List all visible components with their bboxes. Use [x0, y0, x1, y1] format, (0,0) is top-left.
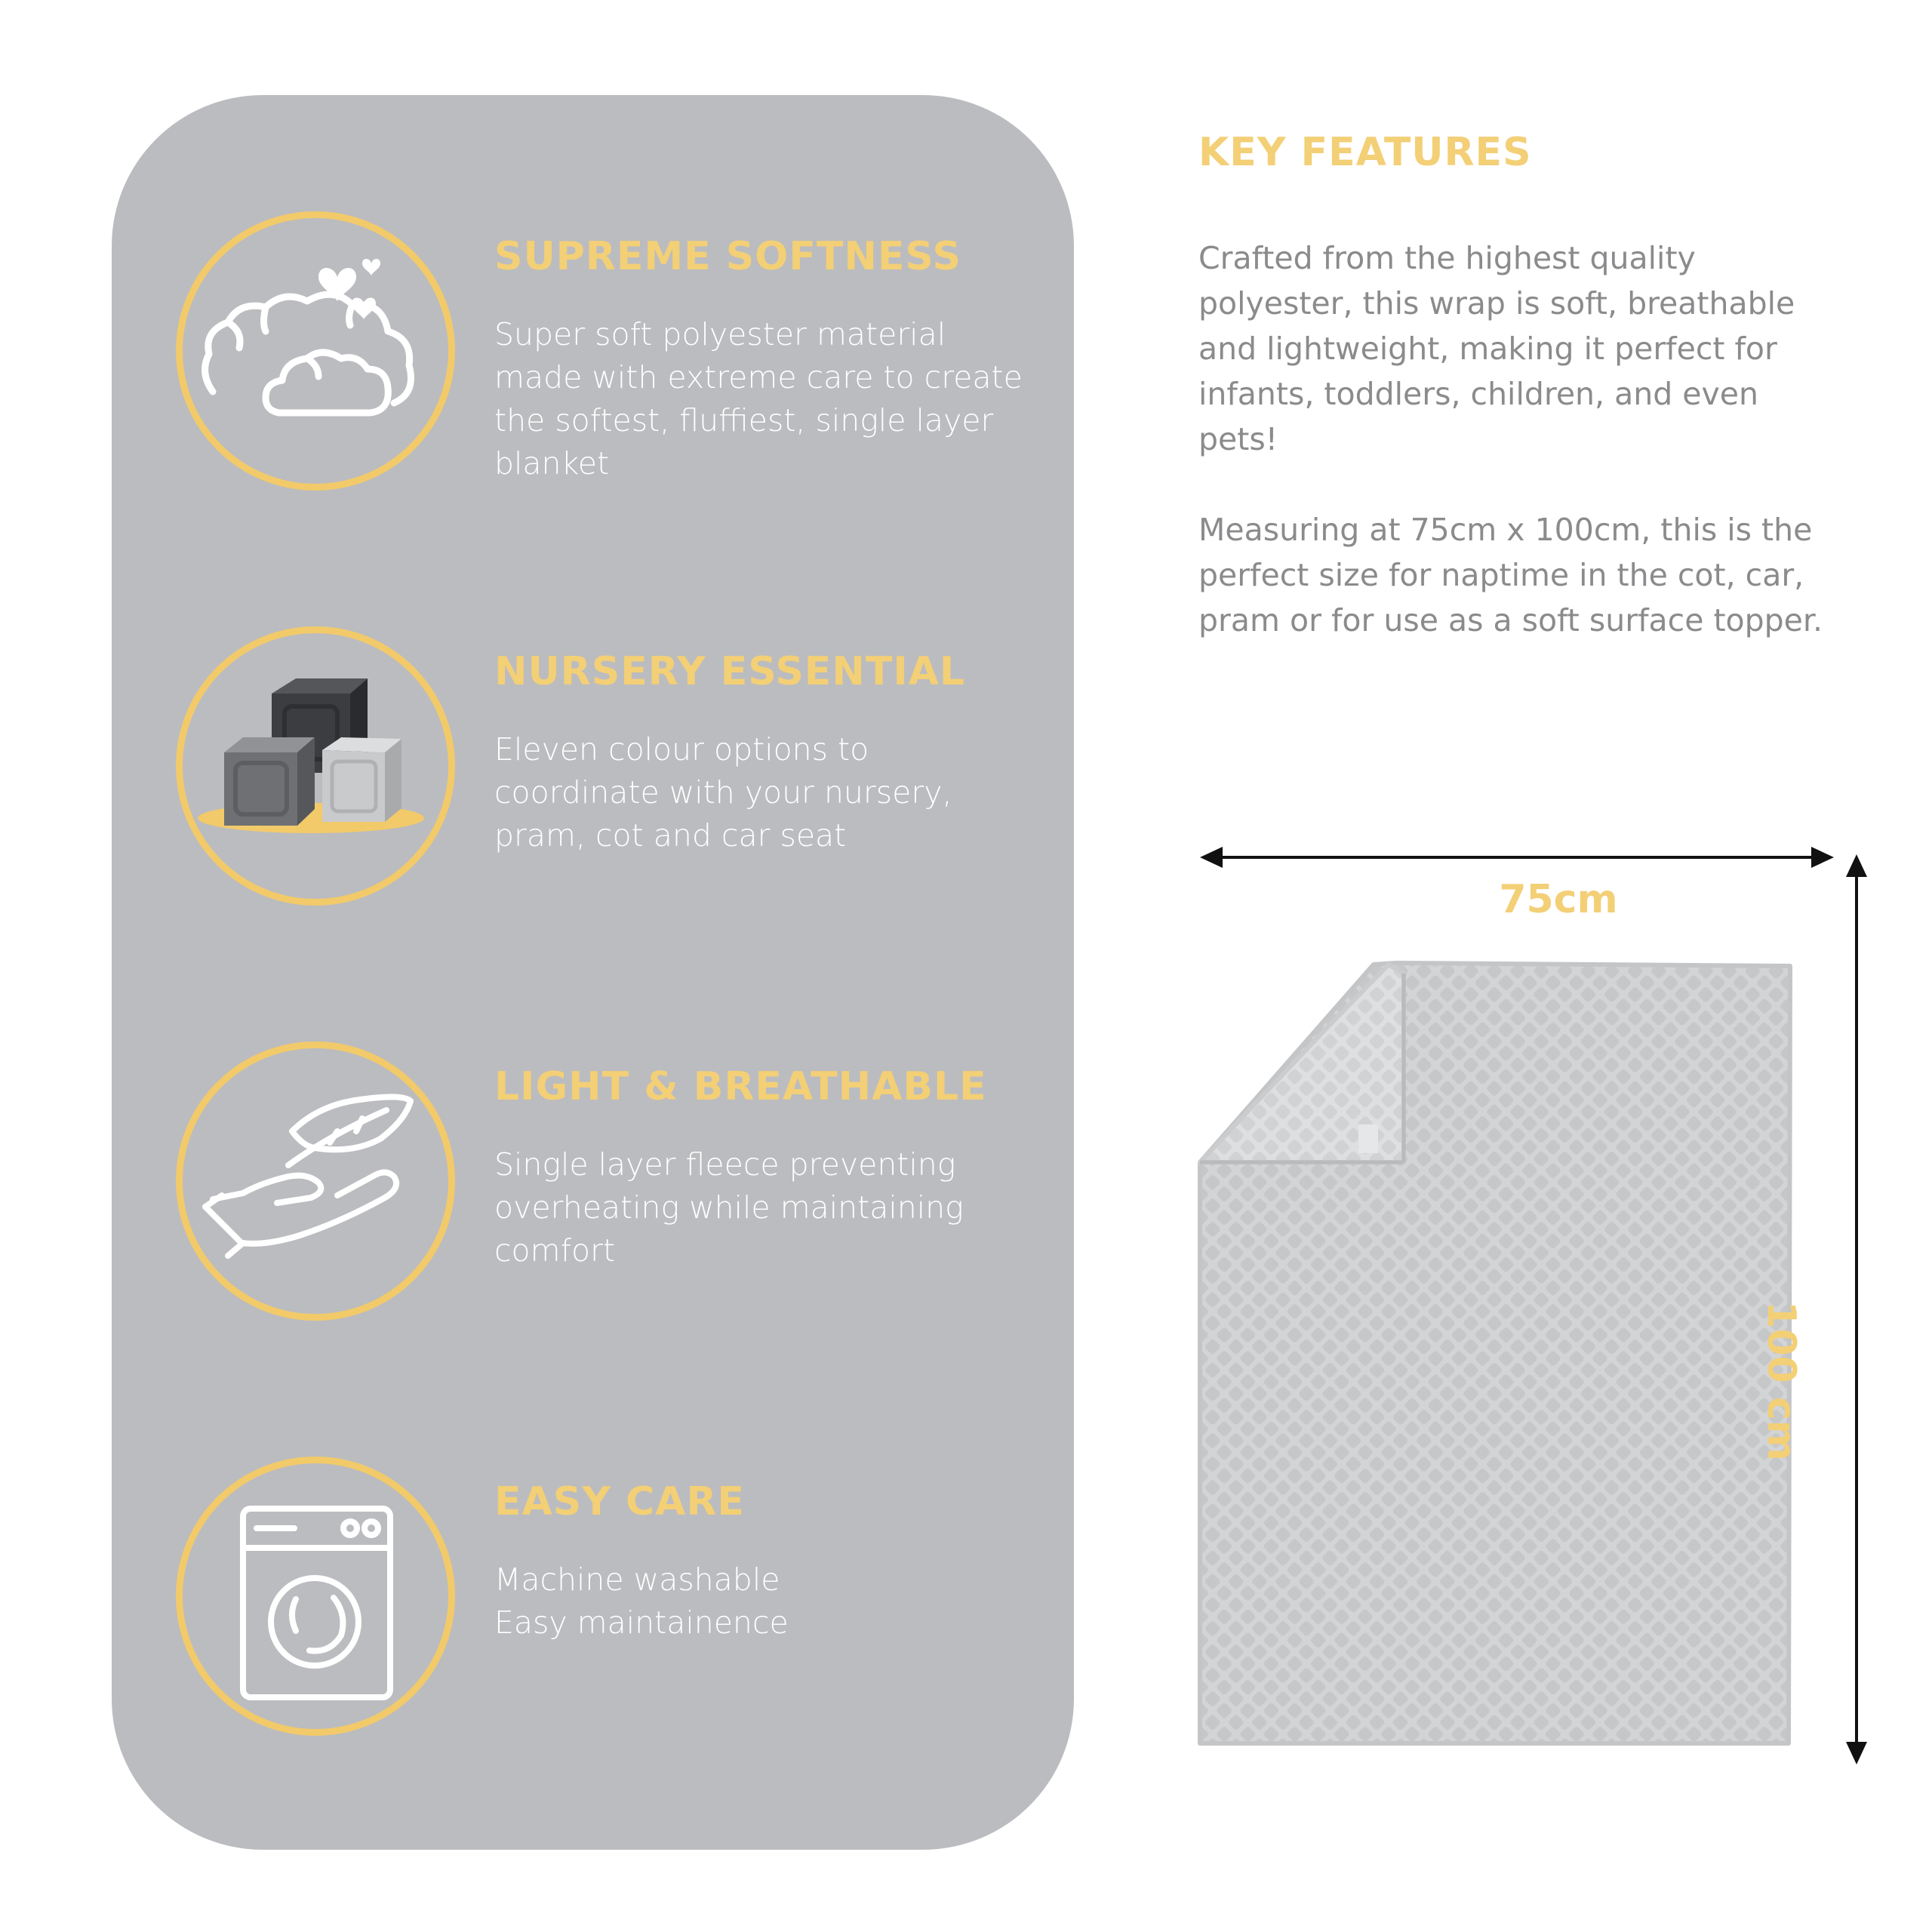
paragraph-line: pram or for use as a soft surface topper.: [1198, 602, 1823, 638]
paragraph-line: Crafted from the highest quality: [1198, 240, 1696, 276]
height-label: 100 cm: [1758, 1301, 1804, 1461]
paragraph-line: and lightweight, making it perfect for: [1198, 331, 1777, 367]
paragraph-line: polyester, this wrap is soft, breathable: [1198, 285, 1795, 321]
cloud-hearts-icon: [183, 218, 448, 484]
feature-desc-line: Super soft polyester material: [494, 316, 946, 352]
paragraph-line: Measuring at 75cm x 100cm, this is the: [1198, 512, 1813, 548]
feature-desc-line: coordinate with your nursery,: [494, 774, 952, 811]
feature-desc-line: made with extreme care to create: [494, 359, 1023, 395]
feature-desc-line: the softest, fluffiest, single layer: [494, 402, 994, 438]
washing-machine-icon: [183, 1463, 448, 1729]
feature-desc-line: Single layer fleece preventing: [494, 1146, 956, 1183]
feature-title: NURSERY ESSENTIAL: [494, 649, 966, 694]
feature-description: [494, 313, 1038, 485]
hand-feather-icon: [183, 1048, 448, 1314]
feature-easy-care: [112, 1457, 1074, 1743]
feature-title: LIGHT & BREATHABLE: [494, 1064, 987, 1109]
feature-icon-ring: [176, 211, 455, 491]
feature-supreme-softness: [112, 211, 1074, 498]
paragraph-line: pets!: [1198, 421, 1278, 457]
width-label: 75cm: [1499, 877, 1618, 922]
paragraph-line: perfect size for naptime in the cot, car,: [1198, 557, 1804, 593]
key-features-title: KEY FEATURES: [1198, 130, 1532, 175]
feature-desc-line: pram, cot and car seat: [494, 817, 847, 854]
feature-desc-line: blanket: [494, 445, 610, 481]
feature-nursery-essential: [112, 626, 1074, 913]
feature-icon-ring: [176, 626, 455, 906]
feature-desc-line: comfort: [494, 1232, 616, 1269]
feature-title: EASY CARE: [494, 1479, 745, 1524]
feature-desc-line: Easy maintainence: [494, 1604, 789, 1641]
feature-desc-line: overheating while maintaining: [494, 1189, 964, 1226]
feature-description: [494, 728, 1038, 857]
toy-blocks-icon: [183, 633, 448, 899]
paragraph-line: infants, toddlers, children, and even: [1198, 376, 1758, 412]
blanket-image: [1200, 963, 1790, 1743]
feature-description: [494, 1558, 1038, 1644]
key-features-paragraph-2: [1198, 507, 1863, 643]
key-features-paragraph-1: [1198, 235, 1863, 462]
feature-light-breathable: [112, 1041, 1074, 1328]
feature-icon-ring: [176, 1041, 455, 1321]
feature-desc-line: Machine washable: [494, 1561, 780, 1598]
feature-desc-line: Eleven colour options to: [494, 731, 869, 768]
feature-description: [494, 1143, 1038, 1272]
feature-icon-ring: [176, 1457, 455, 1736]
feature-title: SUPREME SOFTNESS: [494, 234, 961, 279]
features-panel: [112, 95, 1074, 1850]
